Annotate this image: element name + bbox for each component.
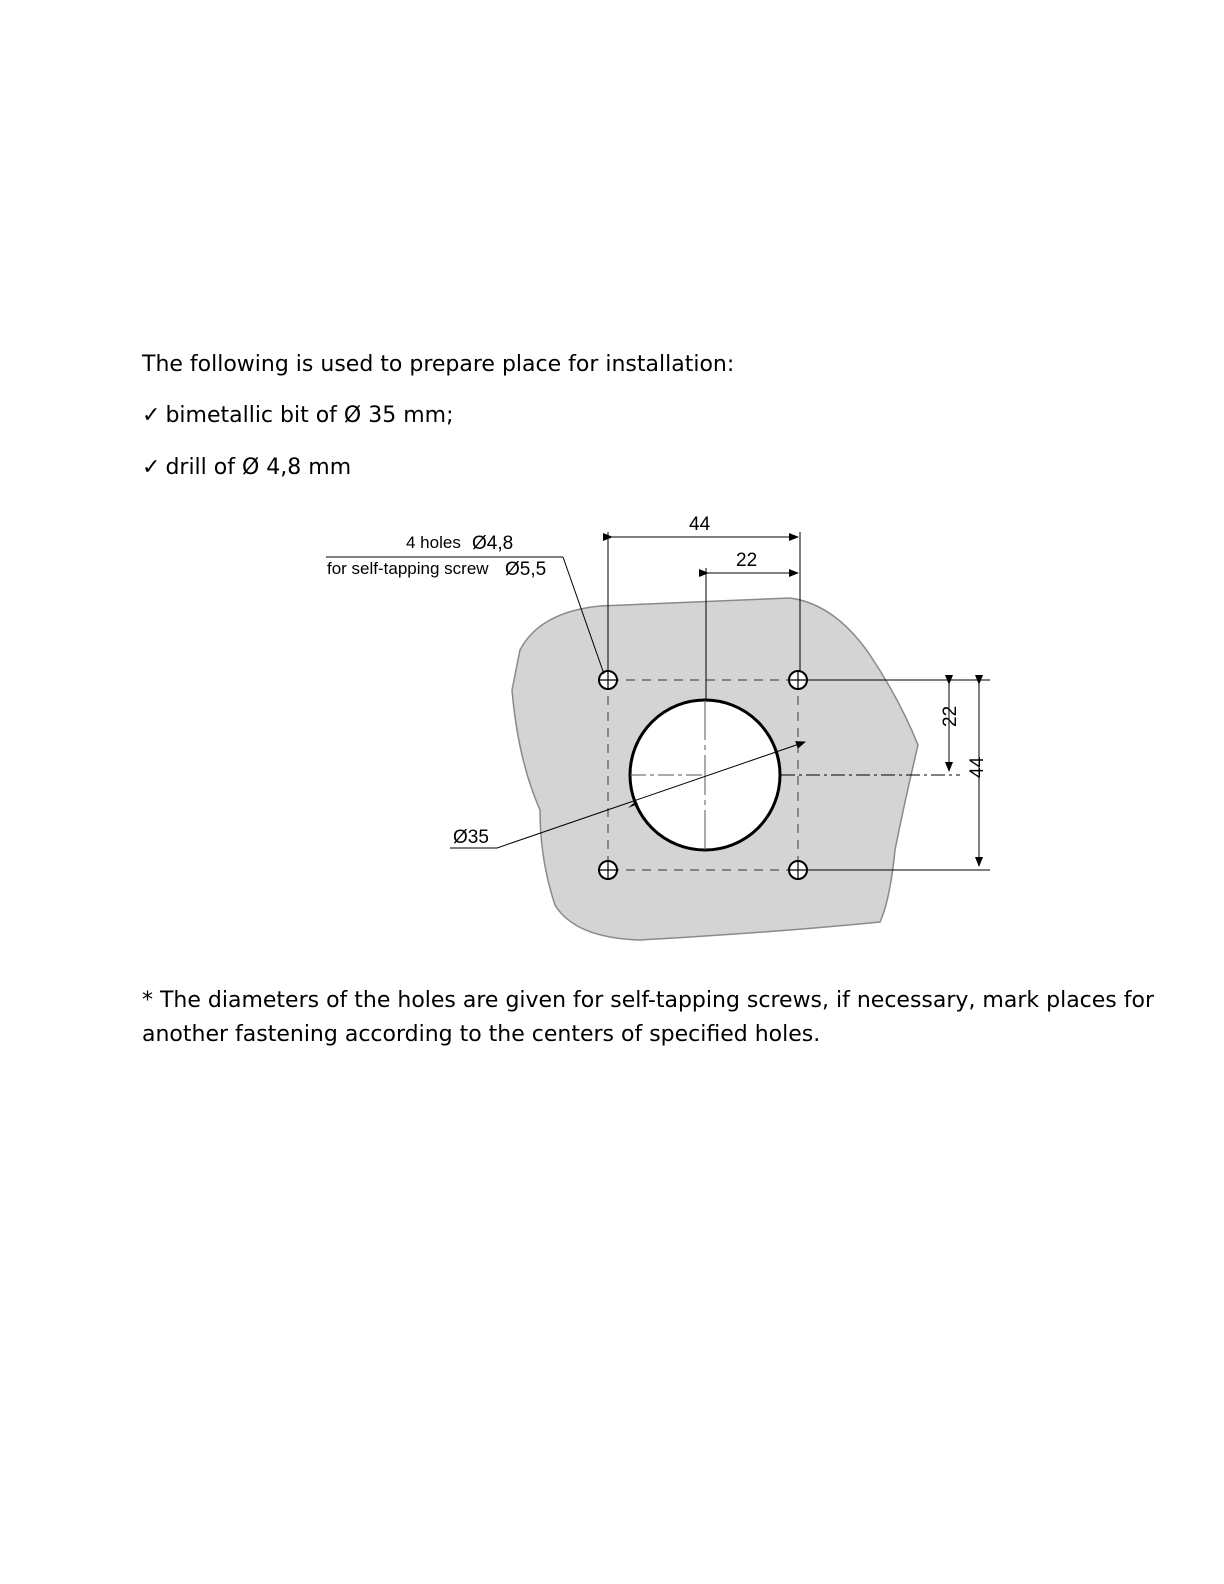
screw-diameter: Ø5,5 <box>505 559 547 580</box>
checkmark-icon: ✓ <box>142 403 161 428</box>
footnote: * The diameters of the holes are given for self-tapping screws, if necessary, mark places for another fastening according to the centers of specified holes. <box>142 988 1155 1047</box>
holes-diameter: Ø4,8 <box>472 533 514 554</box>
checkmark-icon: ✓ <box>142 455 161 480</box>
checklist-item <box>142 454 351 482</box>
big-hole-diameter: Ø35 <box>453 827 489 848</box>
checklist-item-text: drill of Ø 4,8 mm <box>165 455 352 480</box>
dim-width-total: 44 <box>689 514 711 535</box>
checklist-item <box>142 402 453 430</box>
mounting-drawing <box>300 505 1000 950</box>
holes-label: 4 holes <box>406 533 461 552</box>
dim-height-half: 22 <box>940 705 961 727</box>
intro-text: The following is used to prepare place for installation: <box>142 352 735 377</box>
dim-width-half: 22 <box>736 550 758 571</box>
dim-height-total: 44 <box>967 756 988 778</box>
screw-label: for self-tapping screw <box>327 559 489 578</box>
checklist-item-text: bimetallic bit of Ø 35 mm; <box>165 403 454 428</box>
